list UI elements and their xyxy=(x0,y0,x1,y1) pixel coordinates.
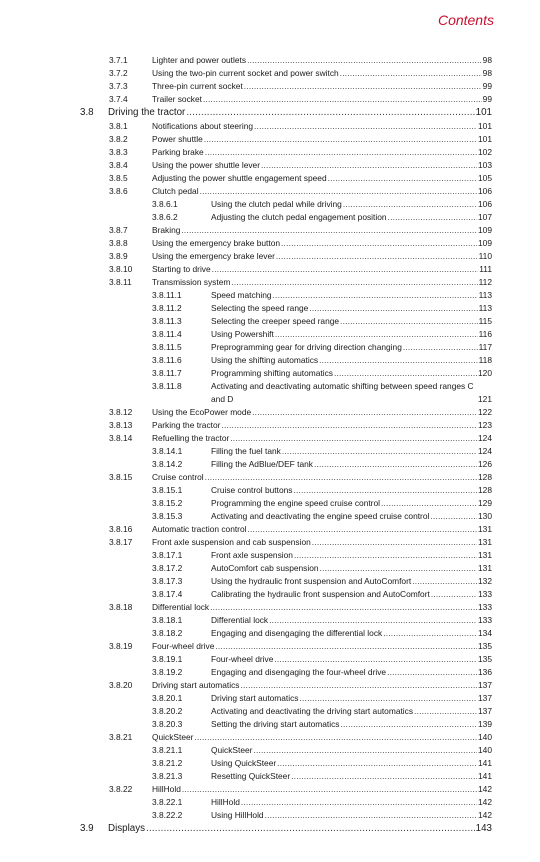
toc-entry-title: Activating and deactivating the engine speed cruise control xyxy=(211,511,430,521)
toc-entry[interactable] xyxy=(0,497,540,510)
toc-entry-title: Driving the tractor xyxy=(108,107,186,118)
toc-entry[interactable] xyxy=(0,159,540,172)
dot-leader xyxy=(414,705,477,718)
toc-entry-page: 126 xyxy=(478,459,492,469)
toc-entry-number: 3.7.1 xyxy=(109,55,128,65)
toc-entry-number: 3.8.3 xyxy=(109,147,128,157)
toc-entry-number: 3.8.11.4 xyxy=(152,329,182,339)
toc-entry-title: Power shuttle xyxy=(152,134,203,144)
toc-entry-page: 98 xyxy=(482,55,492,65)
toc-entry-title: Programming the engine speed cruise control xyxy=(211,498,380,508)
toc-entry-page: 107 xyxy=(478,212,492,222)
toc-entry[interactable] xyxy=(0,653,540,666)
toc-entry-number: 3.8.10 xyxy=(109,264,133,274)
toc-entry[interactable] xyxy=(0,289,540,302)
toc-entry-number: 3.8.20 xyxy=(109,680,133,690)
toc-entry-number: 3.8.11.6 xyxy=(152,355,182,365)
toc-entry-number: 3.8.6 xyxy=(109,186,128,196)
toc-entry-title: Starting to drive xyxy=(152,264,211,274)
toc-entry-number: 3.8.17.3 xyxy=(152,576,183,586)
toc-entry[interactable] xyxy=(0,80,540,93)
dot-leader xyxy=(314,458,477,471)
dot-leader xyxy=(221,419,477,432)
toc-entry-title: Front axle suspension xyxy=(211,550,293,560)
toc-entry-number: 3.8.22.2 xyxy=(152,810,183,820)
toc-entry-page: 120 xyxy=(478,368,492,378)
toc-entry-page: 103 xyxy=(478,160,492,170)
toc-entry[interactable] xyxy=(0,302,540,315)
toc-entry-title: Four-wheel drive xyxy=(211,654,274,664)
toc-entry-page: 99 xyxy=(482,81,492,91)
dot-leader xyxy=(269,614,477,627)
toc-entry-number: 3.8.17.1 xyxy=(152,550,183,560)
toc-entry[interactable] xyxy=(0,198,540,211)
toc-entry-page: 117 xyxy=(478,342,492,352)
toc-entry-title: Selecting the creeper speed range xyxy=(211,316,340,326)
toc-entry-page: 129 xyxy=(478,498,492,508)
toc-entry-number: 3.8.20.3 xyxy=(152,719,183,729)
dot-leader xyxy=(334,367,477,380)
toc-entry[interactable] xyxy=(0,783,540,796)
toc-entry-title: Using QuickSteer xyxy=(211,758,277,768)
toc-entry[interactable] xyxy=(0,588,540,601)
toc-entry[interactable] xyxy=(0,601,540,614)
dot-leader xyxy=(343,198,477,211)
toc-entry-page: 128 xyxy=(478,485,492,495)
toc-entry-number: 3.8.16 xyxy=(109,524,133,534)
toc-entry-number: 3.8.14.1 xyxy=(152,446,183,456)
toc-entry[interactable] xyxy=(0,328,540,341)
toc-entry-page: 122 xyxy=(478,407,492,417)
toc-entry-page: 131 xyxy=(478,550,492,560)
toc-entry-page: 116 xyxy=(478,329,492,339)
toc-entry[interactable] xyxy=(0,93,540,106)
dot-leader xyxy=(340,67,482,80)
toc-entry-number: 3.8.11 xyxy=(109,277,132,287)
toc-entry[interactable] xyxy=(0,757,540,770)
toc-entry[interactable] xyxy=(0,731,540,744)
toc-entry-title: Using the shifting automatics xyxy=(211,355,319,365)
toc-entry-page: 135 xyxy=(478,641,492,651)
dot-leader xyxy=(252,406,477,419)
toc-entry[interactable] xyxy=(0,54,540,67)
toc-entry-page: 137 xyxy=(478,680,492,690)
toc-entry-page: 101 xyxy=(478,121,492,131)
toc-entry-title: HillHold xyxy=(211,797,240,807)
toc-entry-title: Braking xyxy=(152,225,181,235)
toc-entry[interactable] xyxy=(0,67,540,80)
toc-entry-page: 109 xyxy=(478,238,492,248)
toc-entry-number: 3.8.20.2 xyxy=(152,706,183,716)
toc-entry-title: Parking brake xyxy=(152,147,204,157)
toc-entry-title: AutoComfort cab suspension xyxy=(211,563,319,573)
toc-entry-page: 141 xyxy=(478,758,492,768)
toc-entry[interactable] xyxy=(0,510,540,523)
toc-entry-page: 123 xyxy=(478,420,492,430)
toc-entry-title: Resetting QuickSteer xyxy=(211,771,291,781)
toc-entry-page: 139 xyxy=(478,719,492,729)
toc-entry-number: 3.8.15 xyxy=(109,472,133,482)
toc-entry-page: 132 xyxy=(478,576,492,586)
toc-entry-page: 105 xyxy=(478,173,492,183)
dot-leader xyxy=(381,497,477,510)
toc-entry-number: 3.8.15.1 xyxy=(152,485,183,495)
toc-entry[interactable] xyxy=(0,614,540,627)
dot-leader xyxy=(253,744,477,757)
toc-entry-number: 3.8.17.4 xyxy=(152,589,183,599)
toc-entry-title: Four-wheel drive xyxy=(152,641,215,651)
toc-entry[interactable] xyxy=(0,120,540,133)
toc-entry-page: 98 xyxy=(482,68,492,78)
dot-leader xyxy=(204,133,477,146)
toc-entry-number: 3.8.1 xyxy=(109,121,128,131)
toc-entry-title: Engaging and disengaging the four-wheel drive xyxy=(211,667,387,677)
toc-entry-number: 3.8.11.3 xyxy=(152,316,182,326)
toc-entry-title: Using the emergency brake lever xyxy=(152,251,275,261)
dot-leader xyxy=(182,783,477,796)
toc-entry[interactable] xyxy=(0,679,540,692)
toc-entry-number: 3.9 xyxy=(80,823,94,834)
toc-entry[interactable] xyxy=(0,692,540,705)
toc-entry-number: 3.8.15.3 xyxy=(152,511,183,521)
toc-entry-title: Front axle suspension and cab suspension xyxy=(152,537,311,547)
toc-entry-title: Transmission system xyxy=(152,277,231,287)
toc-entry-number: 3.8.21.1 xyxy=(152,745,183,755)
toc-entry-page: 106 xyxy=(478,199,492,209)
toc-entry[interactable] xyxy=(0,380,540,406)
toc-entry-title: Displays xyxy=(108,823,146,834)
toc-entry-number: 3.8.14 xyxy=(109,433,133,443)
toc-entry[interactable] xyxy=(0,406,540,419)
toc-entry[interactable] xyxy=(0,237,540,250)
toc-entry-number: 3.8.11.7 xyxy=(152,368,182,378)
toc-entry[interactable] xyxy=(0,276,540,289)
toc-entry-page: 137 xyxy=(478,693,492,703)
toc-entry-number: 3.8.18 xyxy=(109,602,133,612)
toc-entry-number: 3.8.11.2 xyxy=(152,303,182,313)
toc-entry-title: Speed matching xyxy=(211,290,272,300)
toc-entry[interactable] xyxy=(0,250,540,263)
toc-entry-page: 102 xyxy=(478,147,492,157)
toc-entry[interactable] xyxy=(0,744,540,757)
toc-entry-title: Using the EcoPower mode xyxy=(152,407,252,417)
dot-leader xyxy=(194,731,477,744)
toc-entry-page: 140 xyxy=(478,745,492,755)
dot-leader xyxy=(205,146,477,159)
dot-leader xyxy=(312,536,477,549)
toc-entry-title: Adjusting the clutch pedal engagement position xyxy=(211,212,387,222)
toc-entry-title: Filling the AdBlue/DEF tank xyxy=(211,459,313,469)
toc-entry[interactable] xyxy=(0,432,540,445)
dot-leader xyxy=(241,796,477,809)
dot-leader xyxy=(230,432,477,445)
dot-leader xyxy=(431,588,477,601)
dot-leader xyxy=(181,224,477,237)
dot-leader xyxy=(261,159,477,172)
toc-entry-page: 131 xyxy=(478,563,492,573)
dot-leader xyxy=(403,341,478,354)
dot-leader xyxy=(340,718,477,731)
toc-entry[interactable] xyxy=(0,523,540,536)
toc-entry[interactable] xyxy=(0,185,540,198)
toc-entry-page: 124 xyxy=(478,433,492,443)
toc-entry[interactable] xyxy=(0,354,540,367)
toc-entry-number: 3.7.3 xyxy=(109,81,128,91)
toc-entry[interactable] xyxy=(0,445,540,458)
toc-entry[interactable] xyxy=(0,627,540,640)
toc-entry-page: 113 xyxy=(478,290,492,300)
toc-entry-page: 142 xyxy=(478,784,492,794)
toc-entry-title: Calibrating the hydraulic front suspension and AutoComfort xyxy=(211,589,430,599)
toc-entry-title: QuickSteer xyxy=(211,745,253,755)
dot-leader xyxy=(215,640,477,653)
toc-entry-number: 3.8.20.1 xyxy=(152,693,183,703)
toc-entry-title: Activating and deactivating automatic shifting between speed ranges C and D xyxy=(211,381,474,404)
toc-entry-page: 142 xyxy=(478,810,492,820)
dot-leader xyxy=(241,679,478,692)
dot-leader xyxy=(291,770,477,783)
dot-leader xyxy=(309,302,477,315)
toc-entry-title: Using Powershift xyxy=(211,329,274,339)
dot-leader xyxy=(412,575,477,588)
toc-entry-page: 121 xyxy=(478,394,492,404)
dot-leader xyxy=(340,315,478,328)
toc-entry-page: 101 xyxy=(475,107,492,118)
dot-leader xyxy=(277,757,477,770)
toc-entry-title: Notifications about steering xyxy=(152,121,254,131)
toc-entry-page: 133 xyxy=(478,615,492,625)
toc-entry-title: Preprogramming gear for driving direction changing xyxy=(211,342,402,352)
toc-entry-title: Lighter and power outlets xyxy=(152,55,247,65)
toc-entry-number: 3.8.2 xyxy=(109,134,128,144)
dot-leader xyxy=(274,653,477,666)
toc-entry-title: Cruise control buttons xyxy=(211,485,293,495)
toc-entry-number: 3.8.11.5 xyxy=(152,342,182,352)
toc-entry-page: 109 xyxy=(478,225,492,235)
toc-entry-page: 124 xyxy=(478,446,492,456)
dot-leader xyxy=(276,250,478,263)
toc-entry-number: 3.8.19 xyxy=(109,641,133,651)
toc-entry-number: 3.8.11.8 xyxy=(152,381,182,391)
dot-leader xyxy=(275,328,478,341)
toc-entry-number: 3.8.14.2 xyxy=(152,459,183,469)
toc-entry-page: 101 xyxy=(478,134,492,144)
dot-leader xyxy=(293,484,477,497)
toc-entry[interactable] xyxy=(0,718,540,731)
toc-entry[interactable] xyxy=(0,640,540,653)
toc-entry[interactable] xyxy=(0,341,540,354)
toc-entry-number: 3.8.4 xyxy=(109,160,128,170)
toc-entry-number: 3.8.6.2 xyxy=(152,212,178,222)
toc-entry-number: 3.8.11.1 xyxy=(152,290,182,300)
toc-entry-page: 137 xyxy=(478,706,492,716)
toc-entry-page: 112 xyxy=(478,277,492,287)
dot-leader xyxy=(319,354,478,367)
toc-entry[interactable] xyxy=(0,263,540,276)
toc-entry-title: Using the emergency brake button xyxy=(152,238,281,248)
dot-leader xyxy=(254,120,477,133)
toc-entry[interactable] xyxy=(0,224,540,237)
dot-leader xyxy=(430,510,477,523)
section-header: Contents xyxy=(437,12,494,28)
dot-leader xyxy=(212,263,479,276)
dot-leader xyxy=(203,93,482,106)
toc-entry-number: 3.7.2 xyxy=(109,68,128,78)
toc-entry-number: 3.8.19.1 xyxy=(152,654,183,664)
toc-entry-page: 135 xyxy=(478,654,492,664)
toc-entry-page: 131 xyxy=(478,537,492,547)
toc-entry[interactable] xyxy=(0,458,540,471)
toc-entry-title: Driving start automatics xyxy=(152,680,240,690)
toc-entry-title: Filling the fuel tank xyxy=(211,446,281,456)
toc-entry-page: 130 xyxy=(478,511,492,521)
toc-entry-page: 143 xyxy=(475,823,492,834)
dot-leader xyxy=(186,106,474,120)
toc-entry-title: Using the two-pin current socket and power switch xyxy=(152,68,339,78)
toc-entry-page: 142 xyxy=(478,797,492,807)
toc-entry-number: 3.8.12 xyxy=(109,407,133,417)
dot-leader xyxy=(210,601,477,614)
toc-entry[interactable] xyxy=(0,367,540,380)
toc-entry-title: Automatic traction control xyxy=(152,524,247,534)
dot-leader xyxy=(205,471,477,484)
toc-entry[interactable] xyxy=(0,770,540,783)
dot-leader xyxy=(244,80,482,93)
toc-entry[interactable] xyxy=(0,705,540,718)
toc-entry-number: 3.8 xyxy=(80,107,94,118)
dot-leader xyxy=(200,185,477,198)
toc-entry[interactable] xyxy=(0,146,540,159)
toc-entry-title: Differential lock xyxy=(211,615,269,625)
toc-entry-title: Clutch pedal xyxy=(152,186,199,196)
dot-leader xyxy=(282,445,477,458)
toc-entry[interactable] xyxy=(0,666,540,679)
toc-entry-title: Setting the driving start automatics xyxy=(211,719,340,729)
dot-leader xyxy=(383,627,477,640)
toc-entry-title: Cruise control xyxy=(152,472,204,482)
toc-entry-number: 3.8.18.1 xyxy=(152,615,183,625)
toc-entry-page: 136 xyxy=(478,667,492,677)
toc-entry-page: 133 xyxy=(478,602,492,612)
toc-entry-page: 128 xyxy=(478,472,492,482)
toc-entry-title: Engaging and disengaging the differential lock xyxy=(211,628,383,638)
toc-entry-page: 118 xyxy=(478,355,492,365)
toc-entry-title: Parking the tractor xyxy=(152,420,221,430)
toc-entry-title: Using the clutch pedal while driving xyxy=(211,199,342,209)
toc-entry-title: HillHold xyxy=(152,784,181,794)
toc-entry[interactable] xyxy=(0,211,540,224)
toc-entry-page: 115 xyxy=(478,316,492,326)
toc-entry-number: 3.8.9 xyxy=(109,251,128,261)
toc-entry[interactable] xyxy=(0,315,540,328)
toc-entry-number: 3.8.21 xyxy=(109,732,133,742)
toc-entry-title: Adjusting the power shuttle engagement speed xyxy=(152,173,327,183)
toc-entry-number: 3.8.6.1 xyxy=(152,199,178,209)
toc-entry[interactable] xyxy=(0,172,540,185)
dot-leader xyxy=(388,211,477,224)
dot-leader xyxy=(146,822,475,836)
toc-entry-page: 133 xyxy=(478,589,492,599)
toc-entry-number: 3.8.22.1 xyxy=(152,797,183,807)
toc-entry-number: 3.8.21.3 xyxy=(152,771,183,781)
toc-entry[interactable] xyxy=(0,822,540,836)
dot-leader xyxy=(387,666,477,679)
toc-entry-page: 131 xyxy=(478,524,492,534)
dot-leader xyxy=(294,549,477,562)
toc-entry-page: 110 xyxy=(478,251,492,261)
toc-entry-page: 140 xyxy=(478,732,492,742)
toc-entry-number: 3.8.13 xyxy=(109,420,133,430)
toc-entry-title: Refuelling the tractor xyxy=(152,433,230,443)
dot-leader xyxy=(281,237,477,250)
table-of-contents xyxy=(0,54,540,836)
toc-entry-number: 3.8.22 xyxy=(109,784,133,794)
toc-entry-number: 3.8.18.2 xyxy=(152,628,183,638)
toc-entry[interactable] xyxy=(0,419,540,432)
toc-entry-title: Programming shifting automatics xyxy=(211,368,333,378)
toc-entry-title: Using the hydraulic front suspension and AutoComfort xyxy=(211,576,412,586)
dot-leader xyxy=(320,562,477,575)
dot-leader xyxy=(328,172,477,185)
toc-entry-page: 99 xyxy=(482,94,492,104)
toc-entry-title: QuickSteer xyxy=(152,732,194,742)
toc-entry-title: Differential lock xyxy=(152,602,210,612)
toc-entry[interactable] xyxy=(0,106,540,120)
toc-entry[interactable] xyxy=(0,809,540,822)
toc-entry[interactable] xyxy=(0,549,540,562)
toc-entry[interactable] xyxy=(0,562,540,575)
toc-entry-number: 3.8.7 xyxy=(109,225,128,235)
toc-entry-title: Activating and deactivating the driving start automatics xyxy=(211,706,414,716)
toc-entry-number: 3.8.21.2 xyxy=(152,758,183,768)
toc-entry-number: 3.8.8 xyxy=(109,238,128,248)
dot-leader xyxy=(248,523,478,536)
toc-entry-number: 3.8.5 xyxy=(109,173,128,183)
dot-leader xyxy=(273,289,478,302)
dot-leader xyxy=(247,54,482,67)
toc-entry-number: 3.8.17.2 xyxy=(152,563,183,573)
toc-entry-page: 134 xyxy=(478,628,492,638)
toc-entry-title: Trailer socket xyxy=(152,94,202,104)
toc-entry-page: 106 xyxy=(478,186,492,196)
toc-entry-number: 3.8.19.2 xyxy=(152,667,183,677)
toc-entry-title: Three-pin current socket xyxy=(152,81,243,91)
toc-entry-number: 3.8.17 xyxy=(109,537,133,547)
toc-entry[interactable] xyxy=(0,536,540,549)
toc-entry-page: 141 xyxy=(478,771,492,781)
toc-entry-title: Using HillHold xyxy=(211,810,264,820)
dot-leader xyxy=(231,276,477,289)
toc-entry-title: Using the power shuttle lever xyxy=(152,160,260,170)
toc-entry-title: Driving start automatics xyxy=(211,693,299,703)
toc-entry-number: 3.7.4 xyxy=(109,94,128,104)
toc-entry[interactable] xyxy=(0,133,540,146)
toc-entry[interactable] xyxy=(0,575,540,588)
toc-entry[interactable] xyxy=(0,484,540,497)
dot-leader xyxy=(300,692,478,705)
dot-leader xyxy=(265,809,477,822)
toc-entry-number: 3.8.15.2 xyxy=(152,498,183,508)
toc-entry[interactable] xyxy=(0,796,540,809)
toc-entry[interactable] xyxy=(0,471,540,484)
toc-entry-page: 113 xyxy=(478,303,492,313)
toc-entry-page: 111 xyxy=(479,264,492,274)
toc-entry-title: Selecting the speed range xyxy=(211,303,309,313)
